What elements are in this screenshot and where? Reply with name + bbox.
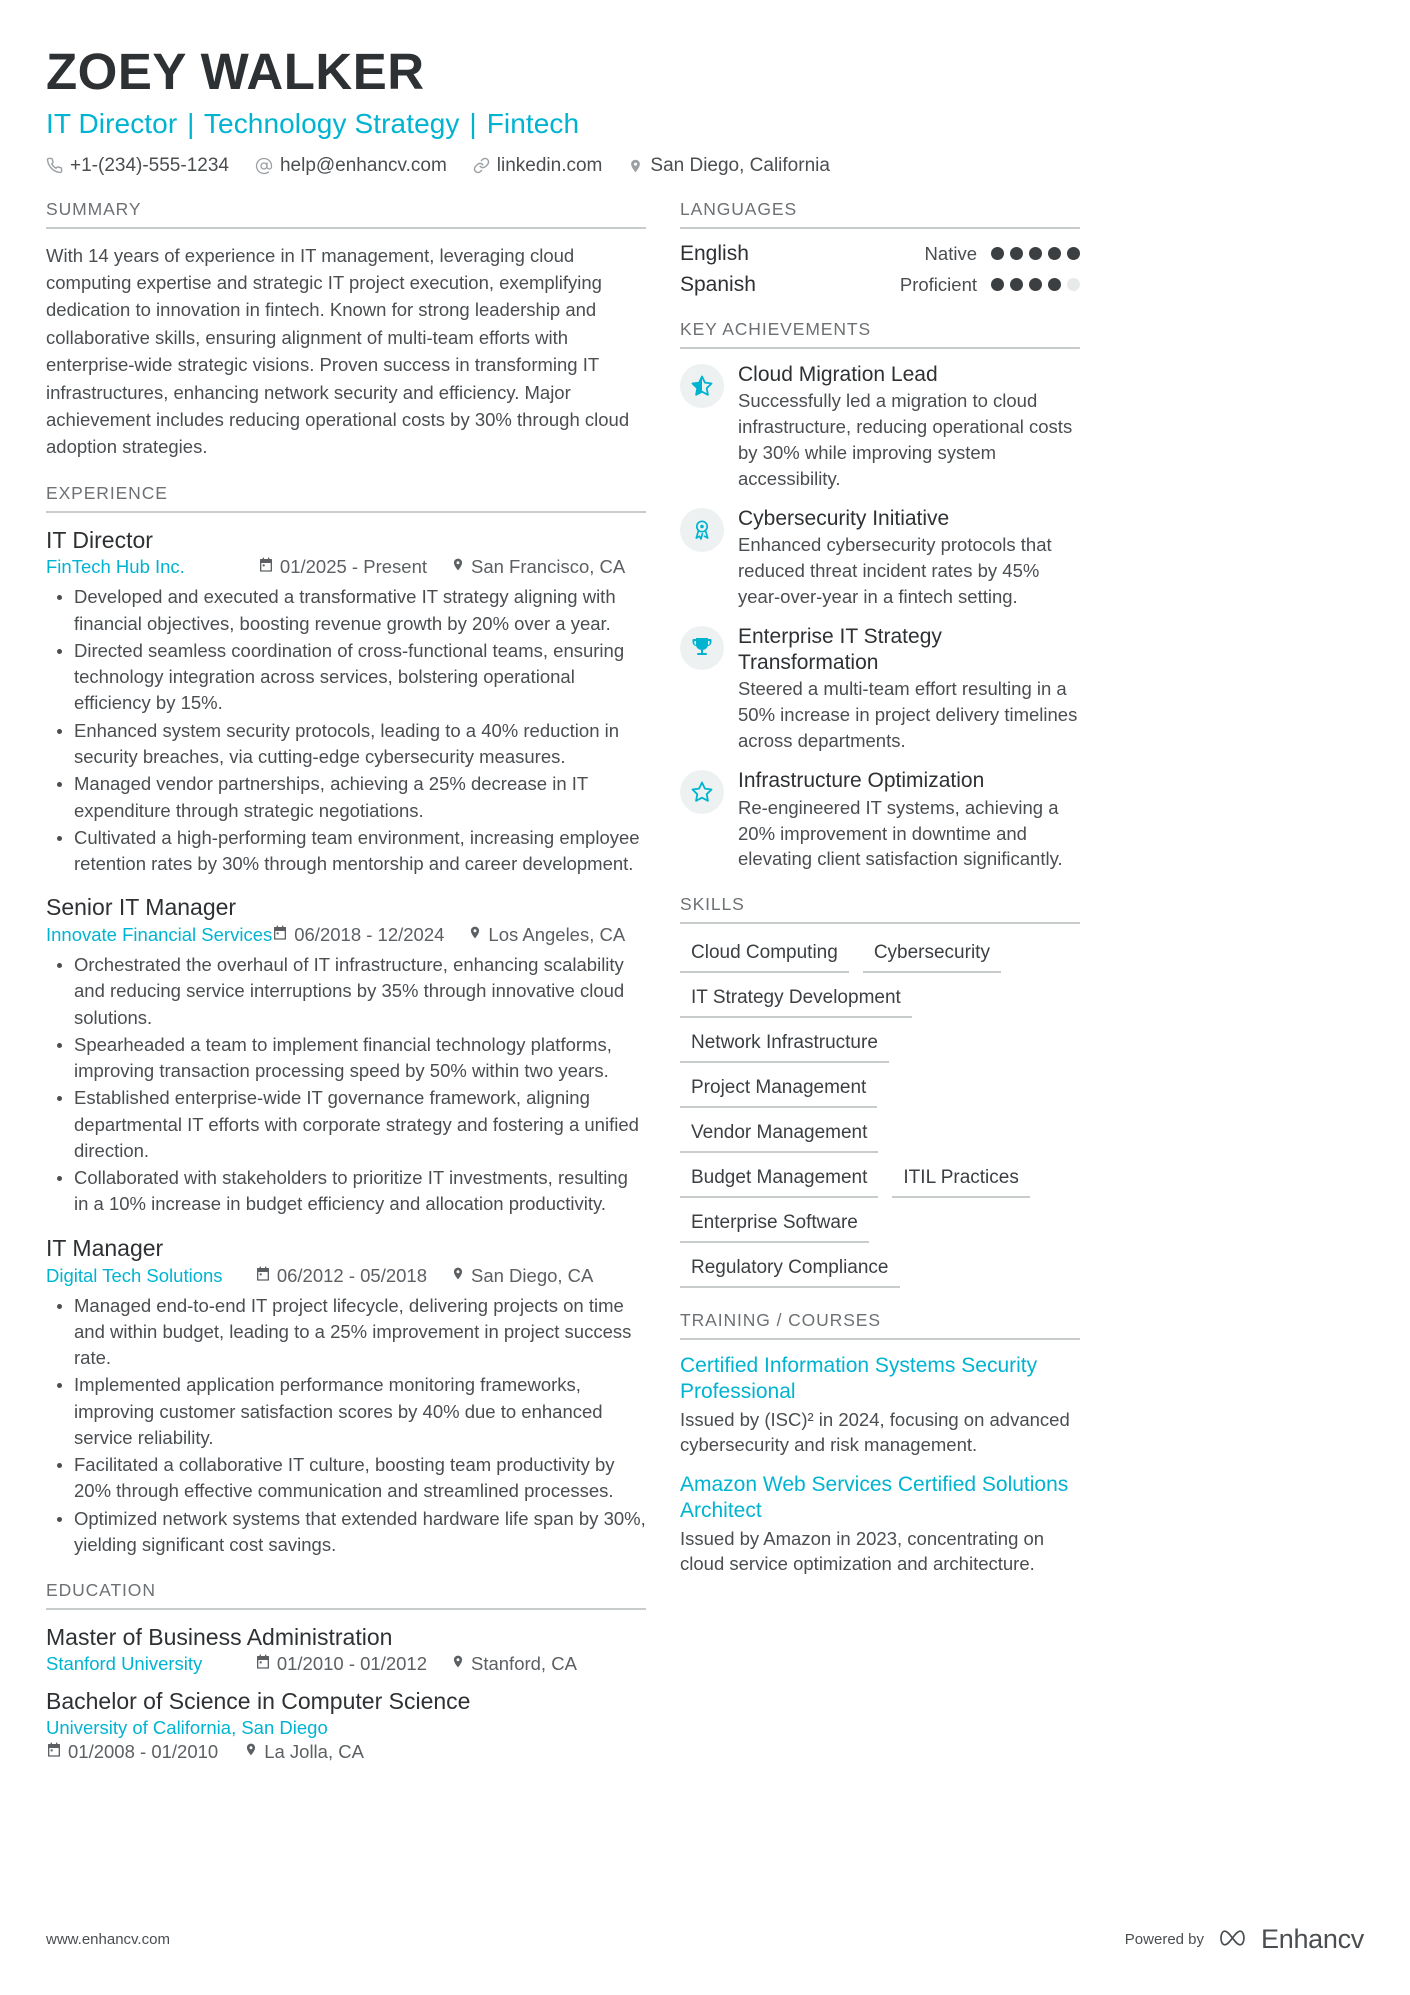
calendar-icon [46,1741,62,1763]
language-level: Proficient [899,273,977,295]
job-bullets [46,952,646,1218]
achievement-item [680,768,1080,872]
resume-header [46,44,1364,177]
job-bullets [46,1293,646,1559]
skill-tag: ITIL Practices [892,1162,1029,1198]
job-role: Senior IT Manager [46,894,237,921]
rating-dot [1029,278,1042,291]
achievement-title: Cybersecurity Initiative [738,506,950,530]
education-item [46,1623,646,1675]
achievements-section [680,319,1080,873]
experience-section [46,483,646,1558]
location-pin-icon [451,1265,465,1287]
job-bullet: Enhanced system security protocols, leading to a 40% reduction in security breaches, via cutting-edge cybersecurity measures. [50,718,646,771]
rating-dot [1010,278,1023,291]
page-footer [46,1924,1364,1955]
achievement-item [680,506,1080,610]
job-bullet: Managed vendor partnerships, achieving a 25% decrease in IT expenditure through strategic negotiations. [50,771,646,824]
contact-location [628,155,830,177]
candidate-name: ZOEY WALKER [46,43,425,100]
headline-part-1: IT Director [46,108,178,140]
job-bullet: Cultivated a high-performing team environment, increasing employee retention rates by 30% through mentorship and career development. [50,825,646,878]
languages-section [680,199,1080,297]
rating-dot-empty [1067,278,1080,291]
skill-tag: Cybersecurity [863,937,1001,973]
email-at-icon [255,157,273,175]
job-dates [258,556,427,578]
award-medal-icon [680,508,724,552]
job-role: IT Manager [46,1234,164,1261]
achievement-item [680,362,1080,492]
job-dates [272,924,444,946]
education-school[interactable]: Stanford University [46,1653,203,1675]
phone-icon [46,157,63,174]
education-item [46,1687,646,1763]
experience-item [46,893,646,1217]
rating-dot [1029,247,1042,260]
summary-text: With 14 years of experience in IT management, leveraging cloud computing expertise and strategic IT project execution, exemplifying dedication to innovation in fintech. Known for strong leadership and collaborative skills, ensuring alignment of multi-team efforts with enterprise-wide strategic visions. Proven success in transforming IT infrastructures, enhancing network security and efficiency. Major achievement includes reducing operational costs by 30% through cloud adoption strategies. [46,244,630,458]
job-dates-text: 06/2012 - 05/2018 [276,1264,427,1286]
education-location [244,1741,364,1763]
achievement-item [680,624,1080,754]
skill-tag: Vendor Management [680,1117,878,1153]
powered-by-label: Powered by [1124,1931,1205,1948]
skills-section [680,894,1080,1288]
job-bullet: Managed end-to-end IT project lifecycle, delivering projects on time and within budget, leading to a 25% improvement in project success rate. [50,1293,646,1372]
job-location-text: Los Angeles, CA [488,924,626,946]
language-name: English [680,241,749,265]
education-degree: Master of Business Administration [46,1624,393,1651]
job-bullet: Directed seamless coordination of cross-functional teams, ensuring technology integration across services, bolstering operational efficiency by 15%. [50,638,646,717]
location-pin-icon [468,924,482,946]
training-name[interactable]: Amazon Web Services Certified Solutions Architect [680,1473,1069,1522]
training-section-title: TRAINING / COURSES [680,1310,1080,1340]
summary-section-title: SUMMARY [46,199,646,229]
enhancv-brand [1218,1924,1364,1955]
training-item [680,1353,1080,1458]
experience-item [46,526,646,878]
experience-item [46,1234,646,1558]
contact-link[interactable] [473,155,603,177]
job-meta [46,556,646,578]
link-text: linkedin.com [496,154,603,176]
education-dates [255,1653,427,1675]
phone-text: +1-(234)-555-1234 [70,154,229,176]
contact-phone[interactable] [46,155,229,177]
skill-tag: Project Management [680,1072,877,1108]
rating-dot [1067,247,1080,260]
job-bullet: Implemented application performance monitoring frameworks, improving customer satisfaction scores by 40% due to enhanced service reliability. [50,1372,646,1451]
job-role: IT Director [46,526,153,553]
star-half-icon [680,364,724,408]
education-section-title: EDUCATION [46,1580,646,1610]
skills-section-title: SKILLS [680,894,1080,924]
education-dates [46,1741,218,1763]
training-item [680,1472,1080,1577]
job-bullet: Facilitated a collaborative IT culture, boosting team productivity by 20% through effective communication and streamlined processes. [50,1452,646,1505]
skills-list [680,937,1080,1288]
training-section [680,1310,1080,1577]
language-name: Spanish [680,272,756,296]
achievement-title: Infrastructure Optimization [738,769,985,793]
achievement-title: Enterprise IT Strategy Transformation [738,625,942,674]
job-company[interactable]: Innovate Financial Services [46,924,273,946]
achievement-title: Cloud Migration Lead [738,362,938,386]
enhancv-logo-icon [1218,1925,1252,1955]
education-meta [46,1741,646,1763]
calendar-icon [272,924,288,946]
headline-separator-2: | [469,108,477,140]
education-section [46,1580,646,1763]
calendar-icon [255,1653,271,1675]
achievement-description: Steered a multi-team effort resulting in a 50% increase in project delivery timelines across departments. [738,678,1078,752]
job-dates [255,1265,427,1287]
job-location-text: San Francisco, CA [471,556,626,578]
link-icon [473,157,490,174]
summary-section [46,199,646,461]
training-description: Issued by Amazon in 2023, concentrating on cloud service optimization and architecture. [680,1527,1045,1575]
skill-tag: IT Strategy Development [680,982,912,1018]
job-bullet: Established enterprise-wide IT governance framework, aligning departmental IT efforts with corporate strategy and fostering a unified direction. [50,1085,646,1164]
job-bullet: Optimized network systems that extended hardware life span by 30%, yielding significant cost savings. [50,1506,646,1559]
rating-dot [1048,278,1061,291]
skill-tag: Regulatory Compliance [680,1252,900,1288]
job-company[interactable]: FinTech Hub Inc. [46,556,185,578]
rating-dot [1010,247,1023,260]
calendar-icon [258,556,274,578]
candidate-headline [46,107,1364,141]
email-text: help@enhancv.com [279,154,447,176]
job-bullet: Developed and executed a transformative IT strategy aligning with financial objectives, boosting revenue growth by 20% over a year. [50,584,646,637]
right-column [680,199,1080,1600]
education-location-text: Stanford, CA [471,1653,577,1675]
education-school[interactable]: University of California, San Diego [46,1716,328,1738]
language-rating-dots [991,247,1080,260]
job-meta [46,1265,646,1287]
skill-tag: Enterprise Software [680,1207,869,1243]
location-pin-icon [451,1653,465,1675]
job-dates-text: 06/2018 - 12/2024 [294,924,445,946]
achievements-section-title: KEY ACHIEVEMENTS [680,319,1080,349]
location-pin-icon [628,157,643,175]
star-outline-icon [680,770,724,814]
location-pin-icon [244,1741,258,1763]
headline-separator-1: | [187,108,195,140]
headline-part-3: Fintech [486,108,580,140]
rating-dot [991,247,1004,260]
experience-section-title: EXPERIENCE [46,483,646,513]
job-bullet: Orchestrated the overhaul of IT infrastructure, enhancing scalability and reducing service interruptions by 35% through innovative cloud solutions. [50,952,646,1031]
job-meta [46,924,646,946]
job-bullets [46,584,646,877]
location-pin-icon [451,556,465,578]
job-dates-text: 01/2025 - Present [279,556,427,578]
language-item [680,242,1080,266]
left-column [46,199,646,1785]
headline-part-2: Technology Strategy [203,108,460,140]
language-item [680,273,1080,297]
rating-dot [1048,247,1061,260]
education-location-text: La Jolla, CA [264,1740,364,1762]
job-bullet: Collaborated with stakeholders to prioritize IT investments, resulting in a 10% increase in budget efficiency and allocation productivity. [50,1165,646,1218]
rating-dot [991,278,1004,291]
education-dates-text: 01/2010 - 01/2012 [276,1653,427,1675]
education-location [451,1653,646,1675]
education-dates-text: 01/2008 - 01/2010 [68,1740,219,1762]
contact-email[interactable] [255,155,447,177]
enhancv-brand-name: Enhancv [1261,1924,1364,1954]
contact-row [46,155,1364,177]
job-company[interactable]: Digital Tech Solutions [46,1264,223,1286]
skill-tag: Budget Management [680,1162,878,1198]
powered-by-block [1125,1924,1364,1955]
training-description: Issued by (ISC)² in 2024, focusing on advanced cybersecurity and risk management. [680,1408,1070,1456]
footer-website[interactable]: www.enhancv.com [46,1931,170,1948]
education-degree: Bachelor of Science in Computer Science [46,1688,471,1715]
languages-section-title: LANGUAGES [680,199,1080,229]
job-bullet: Spearheaded a team to implement financial technology platforms, improving transaction processing speed by 50% within two years. [50,1032,646,1085]
skill-tag: Cloud Computing [680,937,849,973]
job-location [451,1265,646,1287]
language-level: Native [924,242,977,264]
training-name[interactable]: Certified Information Systems Security Professional [680,1354,1038,1403]
education-meta [46,1653,646,1675]
achievement-description: Re-engineered IT systems, achieving a 20% improvement in downtime and elevating client satisfaction significantly. [738,796,1063,870]
skill-tag: Network Infrastructure [680,1027,889,1063]
language-rating-dots [991,278,1080,291]
job-location-text: San Diego, CA [471,1264,594,1286]
job-location [468,924,663,946]
location-text: San Diego, California [650,154,830,176]
calendar-icon [255,1265,271,1287]
trophy-icon [680,626,724,670]
job-location [451,556,646,578]
achievement-description: Successfully led a migration to cloud infrastructure, reducing operational costs by 30% while improving system accessibility. [738,390,1073,489]
achievement-description: Enhanced cybersecurity protocols that reduced threat incident rates by 45% year-over-year in a fintech setting. [738,534,1052,608]
